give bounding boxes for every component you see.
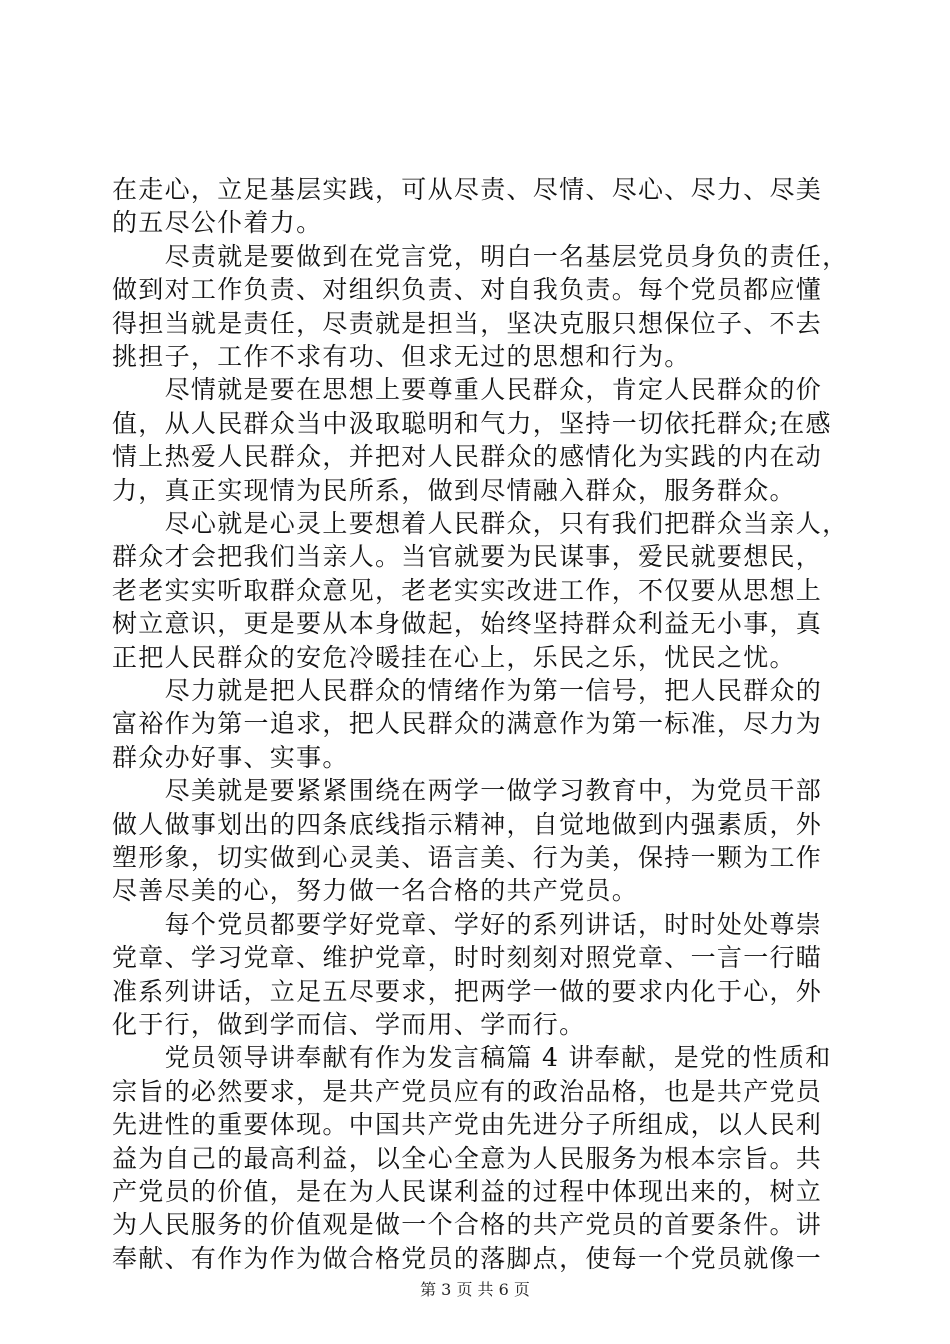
- text-line: 尽美就是要紧紧围绕在两学一做学习教育中，为党员干部: [112, 776, 823, 805]
- text-line: 尽责就是要做到在党言党，明白一名基层党员身负的责任，: [112, 242, 849, 271]
- text-line: 为人民服务的价值观是做一个合格的共产党员的首要条件。讲: [112, 1210, 823, 1239]
- text-line: 塑形象，切实做到心灵美、语言美、行为美，保持一颗为工作: [112, 843, 823, 872]
- text-line: 党章、学习党章、维护党章，时时刻刻对照党章、一言一行瞄: [112, 943, 823, 972]
- text-line: 在走心，立足基层实践，可从尽责、尽情、尽心、尽力、尽美: [112, 175, 823, 204]
- text-line: 每个党员都要学好党章、学好的系列讲话，时时处处尊崇: [112, 910, 823, 939]
- text-line: 富裕作为第一追求，把人民群众的满意作为第一标准，尽力为: [112, 709, 823, 738]
- text-line: 尽情就是要在思想上要尊重人民群众，肯定人民群众的价: [112, 375, 823, 404]
- text-line: 奉献、有作为作为做合格党员的落脚点，使每一个党员就像一: [112, 1244, 823, 1273]
- text-line: 做人做事划出的四条底线指示精神，自觉地做到内强素质，外: [112, 810, 823, 839]
- text-line: 力，真正实现情为民所系，做到尽情融入群众，服务群众。: [112, 476, 796, 505]
- text-line: 树立意识，更是要从本身做起，始终坚持群众利益无小事，真: [112, 609, 823, 638]
- text-line: 先进性的重要体现。中国共产党由先进分子所组成，以人民利: [112, 1110, 823, 1139]
- text-line: 尽善尽美的心，努力做一名合格的共产党员。: [112, 876, 639, 905]
- text-line: 尽力就是把人民群众的情绪作为第一信号，把人民群众的: [112, 676, 823, 705]
- text-line: 尽心就是心灵上要想着人民群众，只有我们把群众当亲人，: [112, 509, 849, 538]
- text-line: 情上热爱人民群众，并把对人民群众的感情化为实践的内在动: [112, 442, 823, 471]
- text-line: 做到对工作负责、对组织负责、对自我负责。每个党员都应懂: [112, 275, 823, 304]
- text-line: 的五尽公仆着力。: [112, 208, 323, 237]
- text-line: 值，从人民群众当中汲取聪明和气力，坚持一切依托群众;在感: [112, 409, 832, 438]
- text-line: 得担当就是责任，尽责就是担当，坚决克服只想保位子、不去: [112, 309, 823, 338]
- text-line: 正把人民群众的安危冷暖挂在心上，乐民之乐，忧民之忧。: [112, 643, 796, 672]
- text-line: 准系列讲话，立足五尽要求，把两学一做的要求内化于心，外: [112, 977, 823, 1006]
- text-line: 群众才会把我们当亲人。当官就要为民谋事，爱民就要想民，: [112, 542, 823, 571]
- text-line: 益为自己的最高利益，以全心全意为人民服务为根本宗旨。共: [112, 1144, 823, 1173]
- text-line: 宗旨的必然要求，是共产党员应有的政治品格，也是共产党员: [112, 1077, 823, 1106]
- text-line: 群众办好事、实事。: [112, 743, 349, 772]
- text-line: 化于行，做到学而信、学而用、学而行。: [112, 1010, 586, 1039]
- page-footer: 第 3 页 共 6 页: [420, 1280, 530, 1299]
- text-line: 党员领导讲奉献有作为发言稿篇 4 讲奉献，是党的性质和: [112, 1043, 832, 1072]
- text-line: 产党员的价值，是在为人民谋利益的过程中体现出来的，树立: [112, 1177, 823, 1206]
- text-line: 挑担子，工作不求有功、但求无过的思想和行为。: [112, 342, 691, 371]
- text-line: 老老实实听取群众意见，老老实实改进工作，不仅要从思想上: [112, 576, 823, 605]
